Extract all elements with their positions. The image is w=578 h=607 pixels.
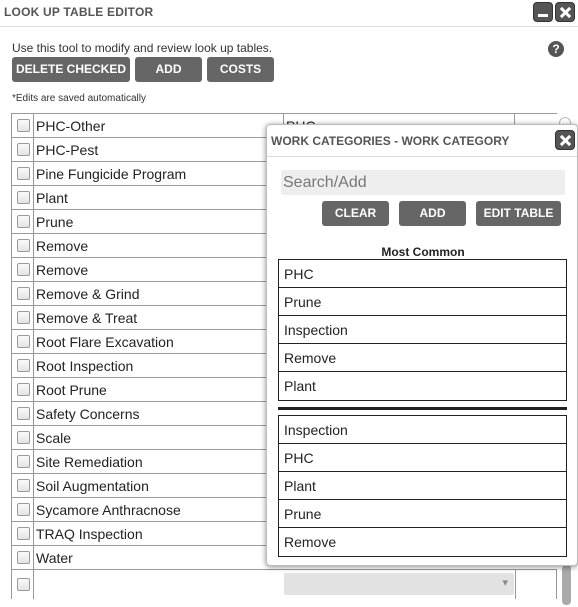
row-name[interactable]: Remove & Treat [36,310,138,326]
clear-button[interactable]: CLEAR [322,201,389,226]
row-name[interactable]: Site Remediation [36,454,143,470]
row-name[interactable]: Scale [36,430,72,446]
row-name[interactable]: Sycamore Anthracnose [36,502,181,518]
most-common-list [278,259,567,401]
row-checkbox[interactable] [17,527,30,540]
row-checkbox[interactable] [17,263,30,276]
edit-table-button[interactable]: EDIT TABLE [476,201,561,226]
intro-text: Use this tool to modify and review look up tables. [12,41,273,55]
popup-add-button[interactable]: ADD [399,201,466,226]
costs-button[interactable]: COSTS [207,57,274,82]
search-input[interactable] [281,170,565,195]
row-name[interactable]: TRAQ Inspection [36,526,143,542]
new-row [11,570,557,599]
row-checkbox[interactable] [17,335,30,348]
row-checkbox[interactable] [17,479,30,492]
row-checkbox[interactable] [17,431,30,444]
row-name[interactable]: Remove [36,262,89,278]
add-button[interactable]: ADD [135,57,202,82]
row-name[interactable]: PHC-Pest [36,142,99,158]
row-name[interactable]: PHC-Other [36,118,106,134]
row-name[interactable]: Root Flare Excavation [36,334,174,350]
row-name[interactable]: Remove [36,238,89,254]
popup-close-icon[interactable] [555,130,575,150]
list-item[interactable]: Remove [279,344,566,372]
row-name[interactable]: Water [36,550,73,566]
list-item[interactable]: Inspection [279,416,566,444]
row-checkbox[interactable] [17,119,30,132]
list-item[interactable]: Prune [279,288,566,316]
row-checkbox[interactable] [17,167,30,180]
row-name[interactable]: Prune [36,214,74,230]
row-checkbox[interactable] [17,455,30,468]
row-checkbox[interactable] [17,215,30,228]
list-item[interactable]: Inspection [279,316,566,344]
row-name[interactable]: Root Prune [36,382,107,398]
list-item[interactable]: Plant [279,472,566,500]
work-category-popup [266,124,578,566]
row-checkbox[interactable] [17,311,30,324]
new-row-category-select[interactable] [284,573,514,595]
popup-title: WORK CATEGORIES - WORK CATEGORY [271,134,510,148]
popup-divider [267,156,577,157]
row-checkbox[interactable] [17,551,30,564]
row-checkbox[interactable] [17,359,30,372]
row-checkbox[interactable] [17,503,30,516]
close-icon[interactable] [555,2,575,22]
row-name[interactable]: Root Inspection [36,358,134,374]
delete-checked-button[interactable]: DELETE CHECKED [12,57,130,82]
row-checkbox[interactable] [17,239,30,252]
window-title: LOOK UP TABLE EDITOR [4,5,154,19]
row-name[interactable]: Remove & Grind [36,286,140,302]
most-common-heading: Most Common [381,245,465,259]
row-checkbox[interactable] [17,143,30,156]
row-checkbox[interactable] [17,191,30,204]
row-name[interactable]: Plant [36,190,68,206]
autosave-note: *Edits are saved automatically [12,93,146,104]
list-item[interactable]: Plant [284,378,316,394]
list-item[interactable]: PHC [279,260,566,288]
row-name[interactable]: Soil Augmentation [36,478,149,494]
row-checkbox[interactable] [17,383,30,396]
row-checkbox[interactable] [17,407,30,420]
help-icon[interactable]: ? [548,41,564,57]
row-name[interactable]: Safety Concerns [36,406,140,422]
title-bar [0,0,578,27]
list-item[interactable]: Prune [279,500,566,528]
list-item[interactable]: PHC [279,444,566,472]
list-item[interactable]: Remove [284,534,337,550]
new-row-checkbox[interactable] [17,578,30,591]
minimize-icon[interactable] [533,2,553,22]
scrollbar-thumb[interactable] [562,565,571,605]
row-checkbox[interactable] [17,287,30,300]
list-separator [278,407,567,410]
row-name[interactable]: Pine Fungicide Program [36,166,187,182]
all-categories-list [278,415,567,557]
